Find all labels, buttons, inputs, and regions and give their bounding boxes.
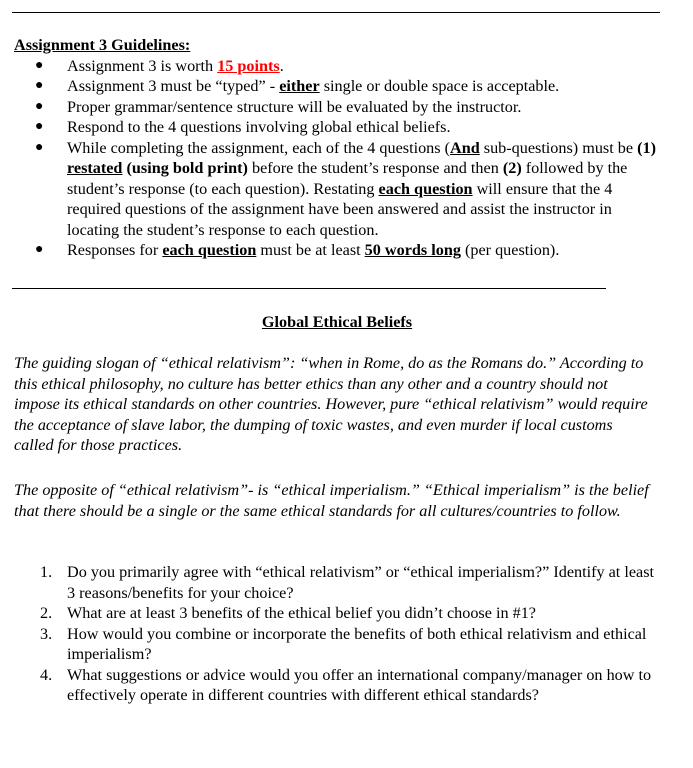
guidelines-heading: Assignment 3 Guidelines: <box>14 36 191 54</box>
top-divider <box>12 12 660 13</box>
bullet-icon: ● <box>35 98 44 114</box>
questions-list <box>14 562 660 706</box>
question-item: 2. What are at least 3 benefits of the ethical belief you didn’t choose in #1? <box>40 604 536 622</box>
relativism-paragraph: The guiding slogan of “ethical relativism”: “when in Rome, do as the Romans do.” According to this ethical philosophy, no culture has better ethics than any other and a country should not impose its ethical standards on other countries. However, pure “ethical relativism” would require the acceptance of slave labor, the dumping of toxic wastes, and even murder if local customs called for those practices. <box>14 354 648 454</box>
bullet-icon: ● <box>35 78 44 93</box>
section-divider <box>12 288 606 289</box>
question-item: 4. What suggestions or advice would you offer an international company/manager on how to effectively operate in different countries with different ethical standards? <box>40 665 652 704</box>
bullet-icon: ● <box>35 119 44 134</box>
guideline-item: ● Assignment 3 must be “typed” - either single or double space is acceptable. <box>35 77 560 95</box>
guideline-item: ● Responses for each question must be at least 50 words long (per question). <box>35 241 560 259</box>
guideline-item: ● Respond to the 4 questions involving global ethical beliefs. <box>35 118 451 136</box>
points-value: 15 points <box>217 56 280 75</box>
guidelines-section <box>14 35 659 261</box>
bullet-icon: ● <box>35 57 44 73</box>
guideline-item: ● Assignment 3 is worth 15 points. <box>35 56 284 75</box>
section-title: Global Ethical Beliefs <box>261 313 413 331</box>
question-item: 3. How would you combine or incorporate the benefits of both ethical relativism and ethical imperialism? <box>40 624 647 663</box>
bullet-icon: ● <box>35 139 44 155</box>
guideline-item: ● While completing the assignment, each of the 4 questions (And sub-questions) must be (1) restated (using bold print) before the student’s response and then (2) followed by the student’s response (to each question). Restating each question will ensure that the 4 required questions of the assignment have been answered and assist the instructor in locating the student’s response to each question. <box>35 138 656 239</box>
guidelines-list <box>14 56 659 261</box>
bullet-icon: ● <box>35 242 44 257</box>
question-item: 1. Do you primarily agree with “ethical relativism” or “ethical imperialism?” Identify at least 3 reasons/benefits for your choice? <box>40 563 655 602</box>
guideline-item: ● Proper grammar/sentence structure will be evaluated by the instructor. <box>35 97 522 116</box>
imperialism-paragraph: The opposite of “ethical relativism”- is “ethical imperialism.” “Ethical imperialism” is the belief that there should be a single or the same ethical standards for all cultures/countries to follow. <box>14 481 649 520</box>
